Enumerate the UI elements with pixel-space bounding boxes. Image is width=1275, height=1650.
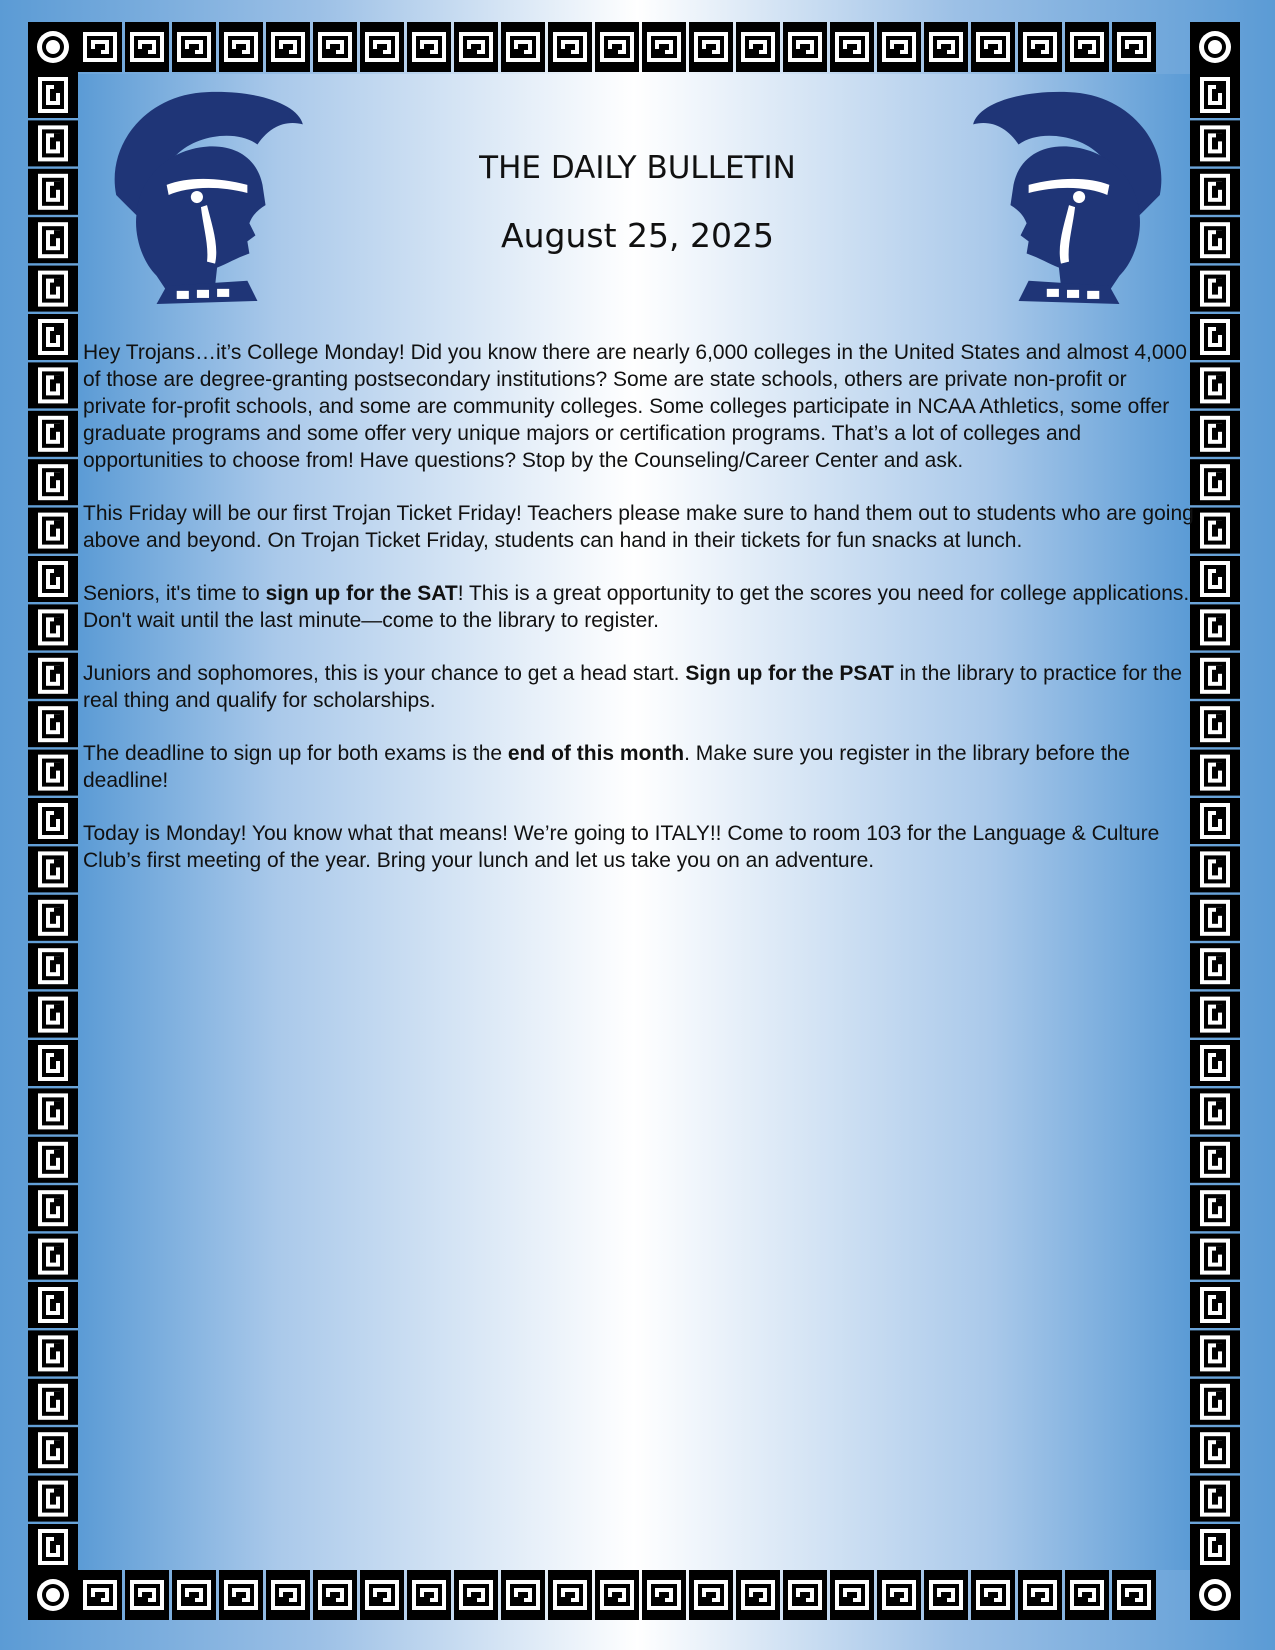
paragraph-trojan-ticket: This Friday will be our first Trojan Ticket Friday! Teachers please make sure to hand them out to students who are going above and beyond. On Trojan Ticket Friday, students can hand in their tickets for fun snacks at lunch. [83,502,1194,552]
greek-key-tile [28,1427,78,1473]
greek-key-tile [1190,314,1240,360]
greek-key-tile [28,1524,78,1570]
greek-key-tile [172,1570,216,1620]
greek-key-tile [28,1137,78,1183]
greek-key-tile [28,314,78,360]
greek-key-tile [28,750,78,796]
trojan-helmet-icon [958,84,1180,306]
greek-key-tile [1190,120,1240,166]
greek-key-tile [28,846,78,892]
greek-key-tile [1190,1282,1240,1328]
greek-key-tile [1190,1040,1240,1086]
greek-key-tile [1190,943,1240,989]
greek-key-tile [1190,701,1240,747]
paragraph-language-club: Today is Monday! You know what that means! We’re going to ITALY!! Come to room 103 for the Language & Culture Club’s first meeting of the year. Bring your lunch and let us take you on an adventure. [83,822,1160,872]
greek-key-tile [1065,1570,1109,1620]
greek-key-tile [360,1570,404,1620]
greek-key-tile [219,1570,263,1620]
greek-key-tile [266,22,310,72]
greek-key-tile [1190,362,1240,408]
greek-key-tile [28,895,78,941]
greek-key-tile [313,1570,357,1620]
greek-key-tile [783,1570,827,1620]
greek-key-tile [28,1330,78,1376]
bulletin-title: THE DAILY BULLETIN [479,150,796,186]
greek-key-tile [1190,1427,1240,1473]
greek-key-tile [1190,411,1240,457]
greek-key-tile [28,459,78,505]
paragraph-psat: Juniors and sophomores, this is your chance to get a head start. Sign up for the PSAT in the library to practice for the real thing and qualify for scholarships. [83,662,1183,712]
greek-key-tile [1190,1524,1240,1570]
greek-key-tile [360,22,404,72]
greek-key-tile [407,1570,451,1620]
greek-key-tile [28,1185,78,1231]
greek-key-tile [454,1570,498,1620]
greek-key-tile [1190,556,1240,602]
greek-key-tile [78,22,122,72]
greek-key-tile [642,22,686,72]
greek-key-tile [736,22,780,72]
greek-key-tile [1190,217,1240,263]
greek-key-tile [1190,653,1240,699]
greek-key-tile [313,22,357,72]
greek-key-tile [172,22,216,72]
greek-key-tile [736,1570,780,1620]
greek-key-tile [1190,604,1240,650]
bulletin-date: August 25, 2025 [501,216,774,255]
greek-key-tile [689,1570,733,1620]
greek-key-tile [28,653,78,699]
greek-key-tile [28,1282,78,1328]
greek-key-tile [28,362,78,408]
greek-key-tile [125,22,169,72]
greek-key-tile [28,556,78,602]
greek-key-tile [78,1570,122,1620]
greek-key-tile [830,1570,874,1620]
greek-key-tile [548,1570,592,1620]
greek-key-tile [28,992,78,1038]
greek-key-tile [877,22,921,72]
greek-key-tile [1190,508,1240,554]
greek-key-tile [595,1570,639,1620]
greek-key-tile [1190,1088,1240,1134]
greek-key-tile [1018,1570,1062,1620]
greek-key-tile [595,22,639,72]
greek-key-tile [28,72,78,118]
greek-key-tile [877,1570,921,1620]
greek-key-tile [1190,459,1240,505]
trojan-helmet-icon [96,84,318,306]
greek-key-tile [407,22,451,72]
greek-key-tile [1112,22,1156,72]
greek-key-tile [1190,798,1240,844]
greek-key-tile [1112,1570,1156,1620]
greek-key-tile [501,22,545,72]
greek-key-tile [971,22,1015,72]
greek-key-tile [642,1570,686,1620]
greek-key-tile [1190,169,1240,215]
greek-key-tile [1190,895,1240,941]
greek-key-tile [1190,1476,1240,1522]
greek-key-tile [830,22,874,72]
greek-key-tile [548,22,592,72]
greek-key-tile [28,1234,78,1280]
greek-key-tile [28,604,78,650]
greek-key-tile [28,943,78,989]
greek-key-tile [28,169,78,215]
greek-key-tile [924,22,968,72]
greek-key-tile [28,798,78,844]
greek-key-tile [28,1476,78,1522]
greek-key-tile [689,22,733,72]
paragraph-deadline: The deadline to sign up for both exams is the end of this month. Make sure you register in the library before the deadline! [83,742,1130,792]
greek-key-tile [28,1379,78,1425]
greek-key-tile [28,411,78,457]
paragraph-college-monday: Hey Trojans…it’s College Monday! Did you know there are nearly 6,000 colleges in the United States and almost 4,000 of those are degree-granting postsecondary institutions? Some are state schools, others are private non-profit or private for-profit schools, and some are community colleges. Some colleges participate in NCAA Athletics, some offer graduate programs and some offer very unique majors or certification programs. That’s a lot of colleges and opportunities to choose from! Have questions? Stop by the Counseling/Career Center and ask. [83,341,1187,472]
greek-key-tile [28,120,78,166]
greek-key-tile [125,1570,169,1620]
greek-key-tile [28,701,78,747]
greek-key-tile [28,1088,78,1134]
greek-key-tile [28,266,78,312]
greek-key-tile [1190,1185,1240,1231]
greek-key-tile [1065,22,1109,72]
greek-key-tile [266,1570,310,1620]
greek-key-tile [783,22,827,72]
greek-key-tile [501,1570,545,1620]
greek-key-tile [1018,22,1062,72]
greek-key-tile [1190,992,1240,1038]
greek-key-tile [1190,1330,1240,1376]
greek-key-tile [28,508,78,554]
greek-key-tile [1190,846,1240,892]
greek-key-tile [1190,1379,1240,1425]
greek-key-tile [924,1570,968,1620]
greek-key-tile [971,1570,1015,1620]
bulletin-body [83,339,1195,900]
greek-key-tile [1190,72,1240,118]
paragraph-sat: Seniors, it's time to sign up for the SAT! This is a great opportunity to get the scores you need for college applications. Don't wait until the last minute—come to the library to register. [83,582,1190,632]
greek-key-tile [219,22,263,72]
greek-key-tile [28,217,78,263]
greek-key-tile [28,1040,78,1086]
greek-key-tile [1190,750,1240,796]
greek-key-tile [1190,1234,1240,1280]
greek-key-tile [454,22,498,72]
greek-key-tile [1190,1137,1240,1183]
greek-key-tile [1190,266,1240,312]
